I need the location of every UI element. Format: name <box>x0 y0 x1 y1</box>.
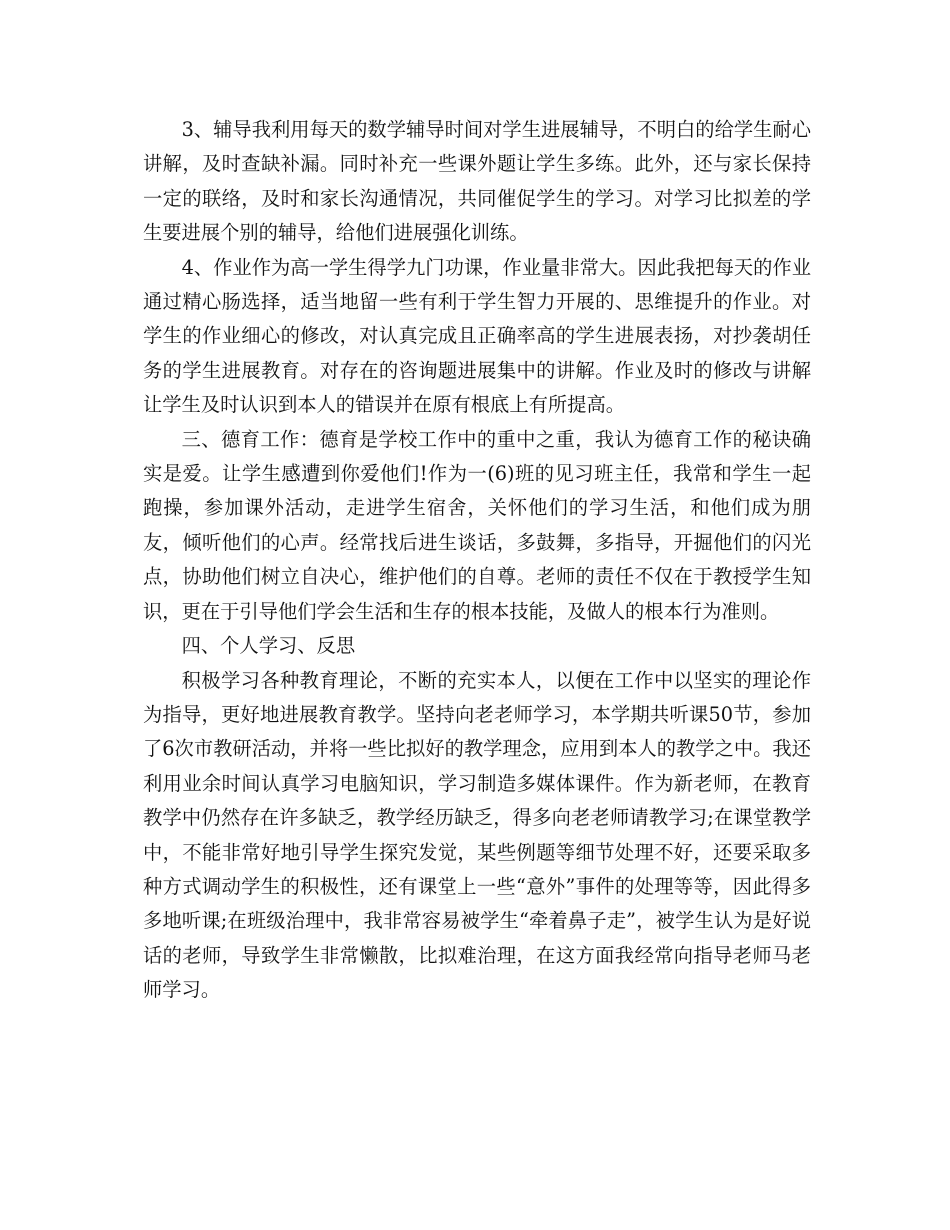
section-heading-personal-learning: 四、个人学习、反思 <box>181 634 356 658</box>
paragraph-moral-education: 三、德育工作：德育是学校工作中的重中之重，我认为德育工作的秘诀确实是爱。让学生感遭到你爱他们!作为一(6)班的见习班主任，我常和学生一起跑操，参加课外活动，走进学生宿舍，关怀他们的学习生活，和他们成为朋友，倾听他们的心声。经常找后进生谈话，多鼓舞，多指导，开掘他们的闪光点，协助他们树立自决心，维护他们的自尊。老师的责任不仅在于教授学生知识，更在于引导他们学会生活和生存的根本技能，及做人的根本行为准则。 <box>143 427 811 623</box>
paragraph-homework: 4、作业作为高一学生得学九门功课，作业量非常大。因此我把每天的作业通过精心肠选择，适当地留一些有利于学生智力开展的、思维提升的作业。对学生的作业细心的修改，对认真完成且正确率高的学生进展表扬，对抄袭胡任务的学生进展教育。对存在的咨询题进展集中的讲解。作业及时的修改与讲解让学生及时认识到本人的错误并在原有根底上有所提高。 <box>143 255 811 417</box>
paragraph-tutoring: 3、辅导我利用每天的数学辅导时间对学生进展辅导，不明白的给学生耐心讲解，及时查缺补漏。同时补充一些课外题让学生多练。此外，还与家长保持一定的联络，及时和家长沟通情况，共同催促学生的学习。对学习比拟差的学生要进展个别的辅导，给他们进展强化训练。 <box>143 118 811 245</box>
paragraph-personal-learning: 积极学习各种教育理论，不断的充实本人，以便在工作中以坚实的理论作为指导，更好地进展教育教学。坚持向老老师学习，本学期共听课50节，参加了6次市教研活动，并将一些比拟好的教学理念，应用到本人的教学之中。我还利用业余时间认真学习电脑知识，学习制造多媒体课件。作为新老师，在教育教学中仍然存在许多缺乏，教学经历缺乏，得多向老老师请教学习;在课堂教学中，不能非常好地引导学生探究发觉，某些例题等细节处理不好，还要采取多种方式调动学生的积极性，还有课堂上一些“意外”事件的处理等等，因此得多多地听课;在班级治理中，我非常容易被学生“牵着鼻子走”，被学生认为是好说话的老师，导致学生非常懒散，比拟难治理，在这方面我经常向指导老师马老师学习。 <box>143 668 811 1002</box>
document-body <box>143 113 811 1008</box>
